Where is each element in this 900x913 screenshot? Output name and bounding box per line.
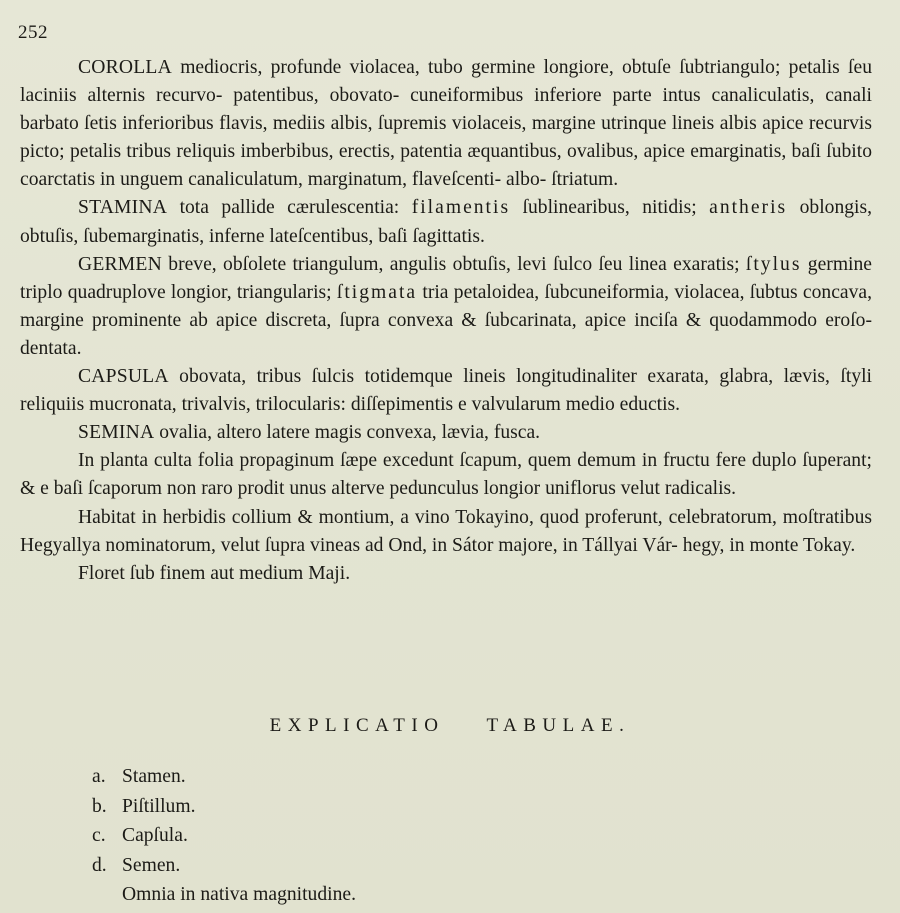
paragraph-habitat: Habitat in herbidis collium & montium, a vino Tokayino, quod proferunt, celebratorum, moſtratibus Hegyallya nominatorum, velut ſupra vineas ad Ond, in Sátor majore, in Tállyai Vár- hegy, in monte Tokay. <box>20 506 872 556</box>
semina-description: ovalia, altero latere magis convexa, lævia, fusca. <box>159 422 541 444</box>
stamina-text-1: tota pallide cærulescentia: <box>179 197 400 219</box>
heading-word-tabulae: TABULAE. <box>486 715 631 736</box>
legend-letter: b. <box>92 795 107 817</box>
plate-legend <box>92 762 356 910</box>
paragraph-cultivation: In planta culta folia propaginum ſæpe excedunt ſcapum, quem demum in fructu fere duplo ſuperant; & e baſi ſcaporum non raro prodit unus alterve pedunculus longior uniflorus velut radicalis. <box>20 450 872 500</box>
germen-text-1: breve, obſolete triangulum, angulis obtuſis, levi ſulco ſeu linea exaratis; <box>168 253 740 275</box>
term-stylus: ſtylus <box>745 253 802 275</box>
term-stigmata: ſtigmata <box>336 281 418 303</box>
legend-letter: c. <box>92 825 106 847</box>
corolla-description: mediocris, profunde violacea, tubo germine longiore, obtuſe ſubtriangulo; petalis ſeu laciniis alternis recurvo- patentibus, obovato- cuneiformibus inferiore parte intus canaliculatis, canali barbato ſetis inferioribus flavis, mediis albis, ſupremis violaceis, margine utrinque lineis albis apice recurvis picto; petalis tribus reliquis imberbibus, erectis, patentia æquantibus, ovalibus, apice emarginatis, baſi ſubito coarctatis in unguem canaliculatum, marginatum, flaveſcenti- albo- ſtriatum. <box>20 57 872 191</box>
stamina-text-2: ſublinearibus, nitidis; <box>522 197 697 219</box>
legend-label: Semen. <box>122 854 181 876</box>
term-capsula: CAPSULA <box>78 366 169 388</box>
legend-item <box>92 762 356 792</box>
legend-note: Omnia in nativa magnitudine. <box>122 884 356 906</box>
term-corolla: COROLLA <box>78 57 172 78</box>
legend-label: Capſula. <box>122 825 188 847</box>
term-filamentis: filamentis <box>411 197 511 219</box>
paragraph-corolla <box>20 54 872 194</box>
germen-text-2: germine triplo quadruplove longior, triangularis; <box>20 253 872 303</box>
legend-item <box>92 792 356 822</box>
germen-text-3: tria petaloidea, ſubcuneiformia, violacea, ſubtus concava, margine prominente ab apice discreta, ſupra convexa & ſubcarinata, apice inciſa & quodammodo eroſo- dentata. <box>20 281 873 359</box>
legend-item <box>92 821 356 851</box>
paragraph-germen <box>20 251 872 363</box>
stamina-text-3: oblongis, obtuſis, ſubemarginatis, inferne lateſcentibus, baſi ſagittatis. <box>20 197 873 247</box>
paragraph-flowering: Floret ſub finem aut medium Maji. <box>78 562 351 584</box>
term-stamina: STAMINA <box>78 197 168 219</box>
term-semina: SEMINA <box>78 422 155 444</box>
capsula-description: obovata, tribus ſulcis totidemque lineis longitudinaliter exarata, glabra, lævis, ſtyli reliquiis mucronata, trivalvis, trilocularis: diſſepimentis e valvularum medio eductis. <box>20 366 872 416</box>
term-antheris: antheris <box>709 197 788 219</box>
legend-letter: d. <box>92 854 107 876</box>
plate-explanation-heading <box>0 715 900 737</box>
page-body <box>20 54 872 588</box>
page-number: 252 <box>18 22 48 43</box>
paragraph-semina <box>20 419 872 447</box>
paragraph-stamina <box>20 194 872 250</box>
legend-label: Stamen. <box>122 766 186 787</box>
legend-letter: a. <box>92 766 106 787</box>
legend-item <box>92 851 356 881</box>
term-germen: GERMEN <box>78 253 162 275</box>
legend-label: Piſtillum. <box>122 795 196 817</box>
heading-word-explicatio: EXPLICATIO <box>269 715 445 736</box>
paragraph-capsula <box>20 363 872 419</box>
